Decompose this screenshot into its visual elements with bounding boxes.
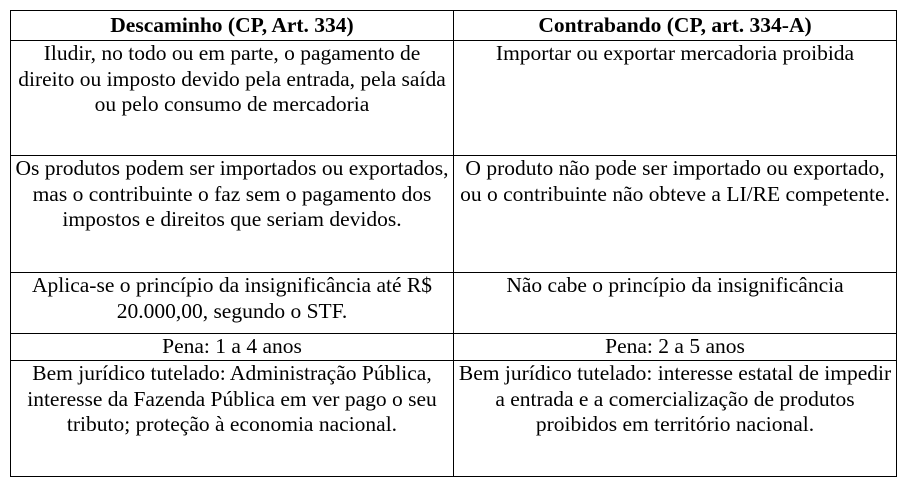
table-row	[11, 334, 897, 361]
table-row	[11, 156, 897, 273]
comparison-table	[10, 10, 897, 477]
cell-descaminho-produtos: Os produtos podem ser importados ou exportados, mas o contribuinte o faz sem o pagamento dos impostos e direitos que seriam devidos.	[11, 156, 454, 273]
cell-descaminho-conduta: Iludir, no todo ou em parte, o pagamento de direito ou imposto devido pela entrada, pela saída ou pelo consumo de mercadoria	[11, 41, 454, 156]
cell-contrabando-pena: Pena: 2 a 5 anos	[454, 334, 897, 361]
table-row	[11, 273, 897, 334]
header-row	[11, 11, 897, 41]
cell-contrabando-insignificancia: Não cabe o princípio da insignificância	[454, 273, 897, 334]
cell-contrabando-bem-juridico: Bem jurídico tutelado: interesse estatal de impedir a entrada e a comercialização de produtos proibidos em território nacional.	[454, 361, 897, 477]
header-descaminho: Descaminho (CP, Art. 334)	[11, 11, 454, 41]
cell-descaminho-pena: Pena: 1 a 4 anos	[11, 334, 454, 361]
cell-descaminho-bem-juridico: Bem jurídico tutelado: Administração Pública, interesse da Fazenda Pública em ver pago o seu tributo; proteção à economia nacional.	[11, 361, 454, 477]
cell-descaminho-insignificancia: Aplica-se o princípio da insignificância até R$ 20.000,00, segundo o STF.	[11, 273, 454, 334]
table-row	[11, 361, 897, 477]
table-row	[11, 41, 897, 156]
cell-contrabando-produtos: O produto não pode ser importado ou exportado, ou o contribuinte não obteve a LI/RE competente.	[454, 156, 897, 273]
cell-contrabando-conduta: Importar ou exportar mercadoria proibida	[454, 41, 897, 156]
header-contrabando: Contrabando (CP, art. 334-A)	[454, 11, 897, 41]
